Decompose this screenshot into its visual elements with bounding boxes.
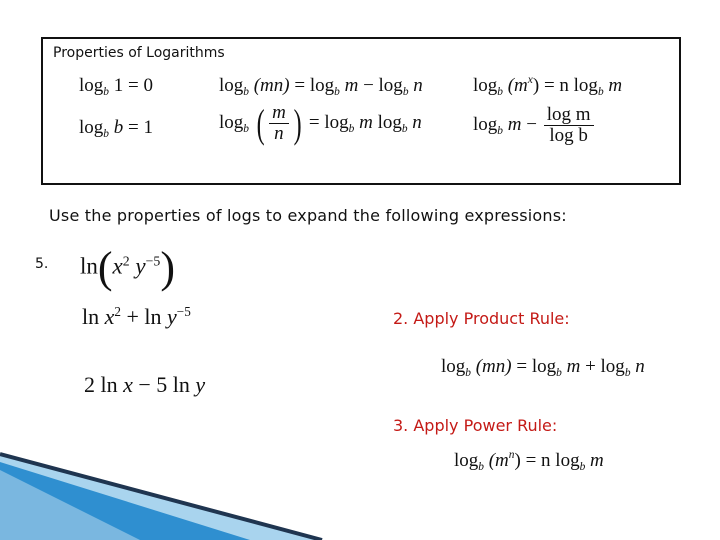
arg-text: (mn) (253, 75, 290, 96)
var-text: n (413, 75, 423, 96)
numerator: log m (544, 105, 594, 126)
properties-box (41, 37, 681, 185)
op-text: + ln (126, 304, 162, 329)
identity-log-base (79, 117, 153, 139)
power-rule-label: 3. Apply Power Rule: (393, 416, 558, 435)
arg-text: ) (532, 75, 540, 96)
product-rule-label: 2. Apply Product Rule: (393, 309, 570, 328)
base-text: b (465, 367, 471, 379)
right-paren: ) (293, 100, 302, 146)
var-text: m (359, 111, 373, 133)
base-text: b (556, 367, 562, 379)
var-text: m (507, 113, 522, 135)
fn-text: log (454, 450, 479, 471)
exp-text: −5 (176, 304, 191, 319)
exp-text: 2 (122, 253, 130, 269)
exp-text: n (508, 449, 515, 461)
fn-text: 2 ln (84, 372, 118, 397)
eq-text: = n log (543, 75, 598, 96)
var-text: m (344, 75, 359, 96)
base-text: b (401, 122, 408, 135)
op-text: − 5 ln (138, 372, 190, 397)
op-text: + log (585, 356, 625, 377)
var-text: y (135, 253, 146, 279)
power-rule-formula (454, 450, 604, 472)
problem-number: 5. (35, 256, 49, 272)
fn-text: ln (80, 253, 98, 279)
identity-log-one (79, 75, 153, 97)
fn-text: log (219, 75, 244, 96)
base-text: b (497, 124, 503, 137)
base-text: b (597, 86, 604, 98)
product-rule-formula (441, 356, 645, 378)
box-title: Properties of Logarithms (53, 45, 225, 61)
var-text: x (112, 253, 123, 279)
fn-text: log (219, 111, 244, 133)
eq-text: = log (516, 356, 557, 377)
var-text: n (412, 111, 422, 133)
decorative-corner-graphic (0, 440, 330, 540)
var-text: x (123, 372, 133, 397)
var-text: m (590, 450, 604, 471)
right-paren: ) (160, 243, 175, 292)
base-text: b (243, 122, 249, 135)
base-text: b (478, 461, 484, 473)
var-text: y (167, 304, 177, 329)
op-text: − (526, 113, 537, 135)
fn-text: log (441, 356, 466, 377)
power-rule-box (473, 75, 622, 97)
var-text: n (635, 356, 645, 377)
fn-text: log (473, 113, 498, 135)
fn-text: ln (82, 304, 100, 329)
problem-expression (80, 243, 175, 292)
op-text: − log (363, 75, 403, 96)
arg-text: (m (507, 75, 528, 96)
arg-text: b (113, 117, 124, 138)
arg-text: (m (488, 450, 509, 471)
var-text: m (608, 75, 623, 96)
eq-text: = log (294, 75, 335, 96)
exp-text: −5 (145, 253, 161, 269)
denominator: n (274, 123, 284, 144)
left-paren: ( (256, 100, 265, 146)
base-text: b (334, 86, 340, 98)
base-text: b (243, 86, 249, 98)
instruction-text: Use the properties of logs to expand the following expressions: (49, 206, 567, 225)
base-text: b (103, 86, 109, 98)
fn-text: log (79, 75, 104, 96)
rest-text: = 1 (127, 117, 153, 138)
base-text: b (497, 86, 503, 98)
exp-text: x (527, 74, 533, 86)
quotient-rule-box (219, 100, 422, 146)
left-paren: ( (97, 243, 113, 292)
exp-text: 2 (114, 304, 121, 319)
product-rule-box (219, 75, 423, 97)
var-text: y (195, 372, 206, 397)
fn-text: log (473, 75, 498, 96)
base-text: b (624, 367, 631, 379)
fn-text: log (79, 117, 104, 138)
op-text: log (377, 111, 402, 133)
denominator: log b (549, 125, 588, 146)
base-text: b (348, 122, 355, 135)
var-text: m (566, 356, 581, 377)
fraction (269, 103, 289, 144)
eq-text: = n log (525, 450, 580, 471)
var-text: x (104, 304, 115, 329)
eq-text: = log (308, 111, 349, 133)
rest-text: 1 = 0 (113, 75, 153, 96)
change-of-base-box (473, 105, 596, 146)
base-text: b (579, 461, 586, 473)
arg-text: (mn) (475, 356, 512, 377)
base-text: b (402, 86, 409, 98)
base-text: b (103, 128, 109, 140)
step1-expression (82, 304, 191, 330)
step2-expression (84, 372, 205, 398)
fraction (544, 105, 594, 146)
arg-text: ) (514, 450, 521, 471)
numerator: m (269, 103, 289, 124)
